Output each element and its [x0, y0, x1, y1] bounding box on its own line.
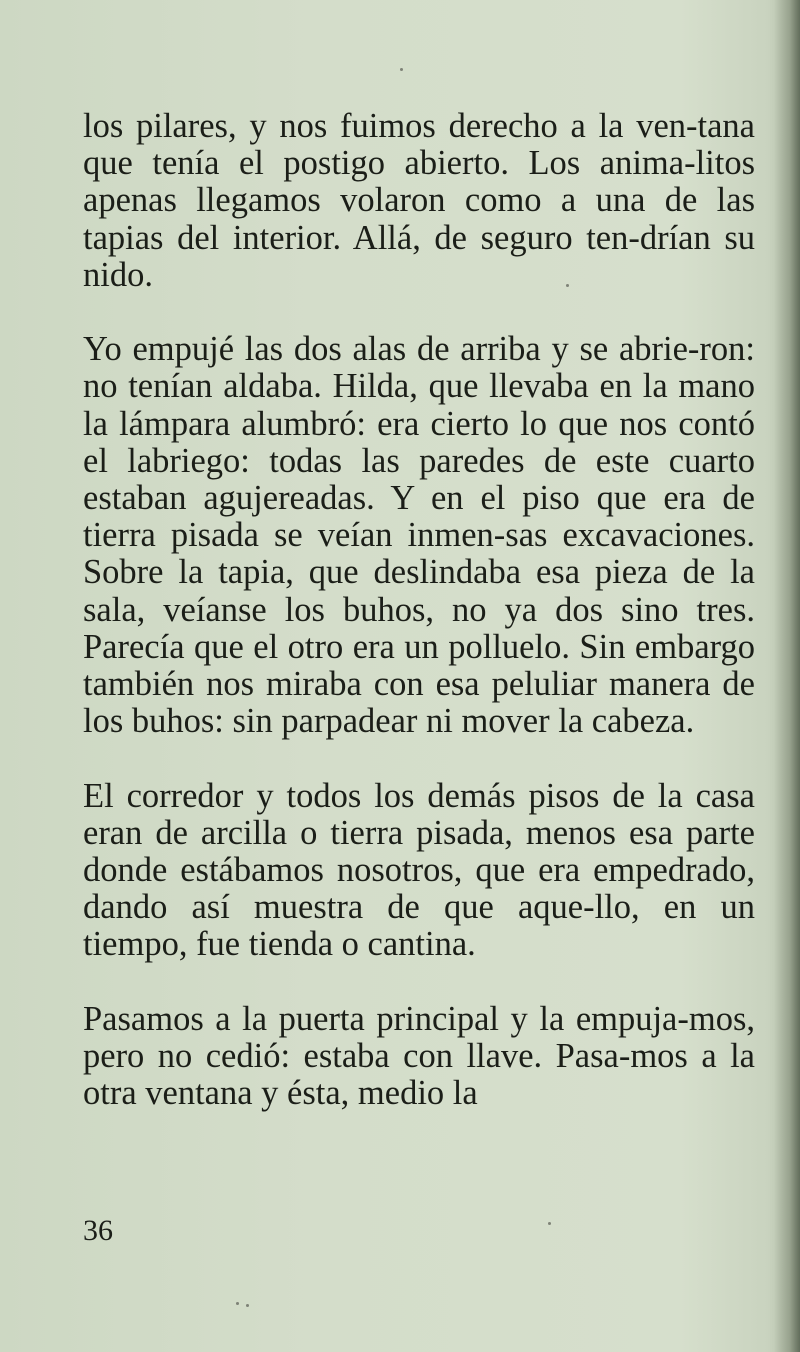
page-number: 36	[83, 1214, 113, 1247]
page-edge-shadow	[774, 0, 800, 1352]
paper-speck	[548, 1222, 551, 1225]
paragraph-1: los pilares, y nos fuimos derecho a la ven-tana que tenía el postigo abierto. Los anima-litos apenas llegamos volaron como a una de las tapias del interior. Allá, de seguro ten-drían su nido.	[83, 107, 755, 294]
body-text	[83, 108, 755, 1112]
paragraph-2: Yo empujé las dos alas de arriba y se abrie-ron: no tenían aldaba. Hilda, que llevaba en la mano la lámpara alumbró: era cierto lo que nos contó el labriego: todas las paredes de este cuarto estaban agujereadas. Y en el piso que era de tierra pisada se veían inmen-sas excavaciones. Sobre la tapia, que deslindaba esa pieza de la sala, veíanse los buhos, no ya dos sino tres. Parecía que el otro era un polluelo. Sin embargo también nos miraba con esa peluliar manera de los buhos: sin parpadear ni mover la cabeza.	[83, 330, 755, 741]
paper-speck	[236, 1302, 239, 1305]
paper-speck	[400, 68, 403, 71]
paper-speck	[566, 284, 569, 287]
paper-speck	[246, 1304, 249, 1307]
paragraph-3: El corredor y todos los demás pisos de la casa eran de arcilla o tierra pisada, menos esa parte donde estábamos nosotros, que era empedrado, dando así muestra de que aque-llo, en un tiempo, fue tienda o cantina.	[83, 776, 755, 964]
paragraph-4: Pasamos a la puerta principal y la empuja-mos, pero no cedió: estaba con llave. Pasa-mos a la otra ventana y ésta, medio la	[83, 999, 755, 1113]
